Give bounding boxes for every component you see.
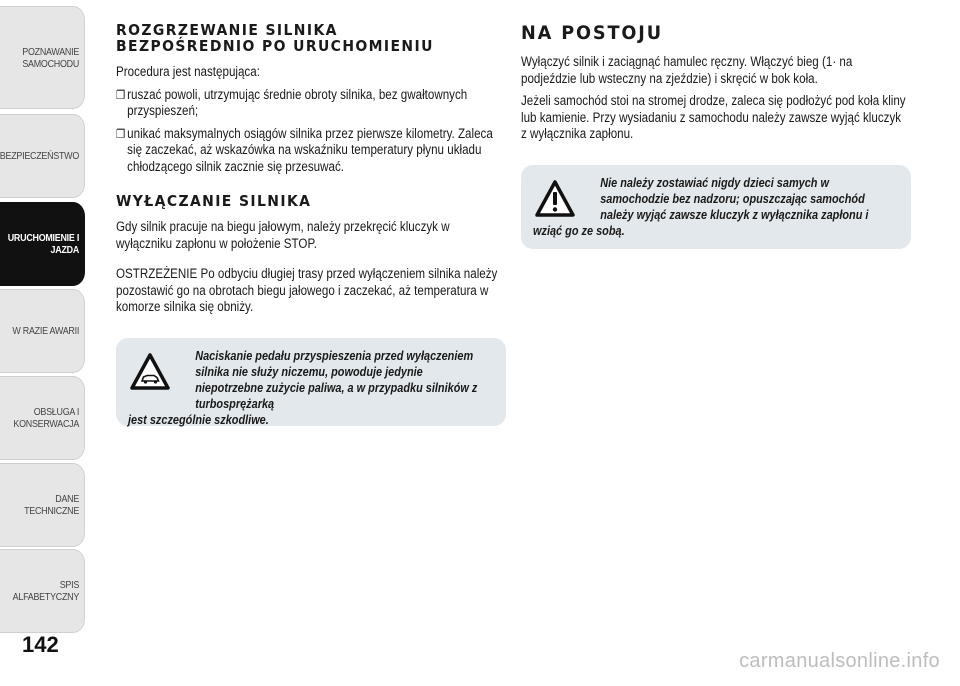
- tab-spis-alfabetyczny[interactable]: [0, 549, 85, 633]
- list-item-text: unikać maksymalnych osiągów silnika przez pierwsze kilometry. Zaleca się zaczekać, aż wskazówka na wskaźniku temperatury płynu układu chłodzącego silnik zacznie się przesuwać.: [127, 125, 493, 174]
- warning-text-indented: Naciskanie pedału przyspieszenia przed wyłączeniem silnika nie służy niczemu, powoduje jedynie niepotrzebne zużycie paliwa, a w przypadku silników z turbosprężarką: [195, 347, 478, 411]
- left-column: [116, 22, 506, 426]
- tab-bezpieczenstwo[interactable]: [0, 114, 85, 198]
- warning-text: [128, 348, 491, 428]
- watermark: carmanualsonline.info: [739, 650, 940, 672]
- tab-dane-techniczne[interactable]: [0, 463, 85, 547]
- tab-poznawanie-samochodu[interactable]: [0, 6, 85, 109]
- tab-label: BEZPIECZEŃSTWO: [0, 150, 80, 162]
- tab-label: OBSŁUGA I KONSERWACJA: [13, 406, 80, 430]
- list-item-text: ruszać powoli, utrzymując średnie obroty silnika, bez gwałtownych przyspieszeń;: [127, 86, 468, 118]
- warning-text-indented: Nie należy zostawiać nigdy dzieci samych w samochodzie bez nadzoru; opuszczając samochód należy wyjąć zawsze kluczyk z wyłącznika zapłonu i: [600, 174, 869, 222]
- warning-box: [521, 165, 911, 249]
- section-heading-engine-off: WYŁĄCZANIE SILNIKA: [116, 192, 312, 210]
- checkbox-bullet-icon: ❒: [116, 126, 126, 141]
- paragraph: Wyłączyć silnik i zaciągnąć hamulec ręczny. Włączyć bieg (1· na podjeździe lub wsteczny na zjeździe) i skręcić w bok koła.: [521, 54, 853, 86]
- right-column: [521, 22, 911, 249]
- warning-text-rest: wziąć go ze sobą.: [533, 222, 625, 238]
- tab-obsluga-i-konserwacja[interactable]: [0, 376, 85, 460]
- tab-uruchomienie-i-jazda[interactable]: [0, 202, 85, 286]
- intro-text: Procedura jest następująca:: [116, 64, 260, 79]
- tab-w-razie-awarii[interactable]: [0, 289, 85, 373]
- tab-label: W RAZIE AWARII: [12, 325, 80, 337]
- paragraph: Gdy silnik pracuje na biegu jałowym, należy przekręcić kluczyk w wyłączniku zapłonu w położenie STOP.: [116, 219, 450, 251]
- warning-box: [116, 338, 506, 426]
- tab-label: URUCHOMIENIE I JAZDA: [7, 232, 80, 256]
- tab-label: SPIS ALFABETYCZNY: [12, 579, 80, 603]
- list-item: [116, 87, 505, 120]
- tab-label: POZNAWANIE SAMOCHODU: [22, 45, 80, 70]
- paragraph-warning-note: OSTRZEŻENIE Po odbyciu długiej trasy przed wyłączeniem silnika należy pozostawić go na obrotach biegu jałowego i zaczekać, aż temperatura w komorze silnika się obniży.: [116, 266, 498, 314]
- page-number: 142: [22, 632, 59, 657]
- list-item: [116, 126, 505, 176]
- section-heading-parking: NA POSTOJU: [521, 22, 663, 44]
- section-heading-warmup: ROZGRZEWANIE SILNIKA BEZPOŚREDNIO PO URUCHOMIENIU: [116, 21, 434, 55]
- tab-label: DANE TECHNICZNE: [24, 493, 80, 517]
- warning-text-rest: jest szczególnie szkodliwe.: [128, 411, 269, 427]
- paragraph: Jeżeli samochód stoi na stromej drodze, zaleca się podłożyć pod koła kliny lub kamienie. Przy wysiadaniu z samochodu należy zawsze wyjąć kluczyk z wyłącznika zapłonu.: [521, 93, 906, 141]
- warning-text: [533, 175, 896, 239]
- checkbox-bullet-icon: ❒: [116, 87, 126, 102]
